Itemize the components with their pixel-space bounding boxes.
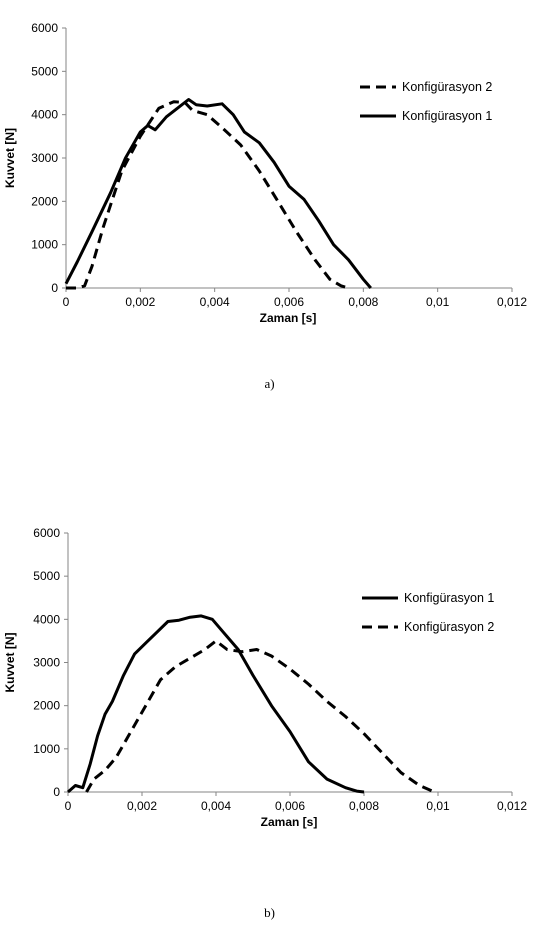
y-tick-label: 3000 [31, 151, 58, 165]
chart-a [0, 0, 539, 380]
x-tick-label: 0,008 [348, 295, 379, 309]
x-tick-label: 0,012 [496, 799, 528, 813]
x-tick-label: 0,012 [496, 295, 528, 309]
y-tick-label: 4000 [33, 612, 60, 627]
x-tick-label: 0 [64, 799, 72, 813]
x-tick-label: 0,006 [274, 799, 306, 813]
y-tick-label: 3000 [33, 655, 60, 670]
x-tick-label: 0,01 [425, 295, 450, 309]
x-tick-label: 0 [62, 295, 70, 309]
x-tick-label: 0,004 [199, 295, 230, 309]
y-tick-label: 4000 [31, 107, 58, 122]
y-tick-label: 0 [53, 785, 60, 799]
series-line-solid [68, 616, 364, 792]
x-tick-label: 0,002 [126, 799, 158, 813]
y-tick-label: 6000 [31, 21, 58, 35]
y-tick-label: 2000 [31, 194, 58, 209]
y-tick-label: 0 [51, 281, 58, 295]
x-tick-label: 0,004 [200, 799, 232, 813]
x-tick-label: 0,01 [426, 799, 450, 813]
y-tick-label: 2000 [33, 698, 60, 713]
series-line-dashed [87, 641, 435, 792]
y-tick-label: 5000 [31, 64, 58, 79]
series-line-solid [66, 100, 371, 289]
x-tick-label: 0,002 [125, 295, 156, 309]
y-tick-label: 1000 [31, 237, 58, 252]
y-tick-label: 5000 [33, 569, 60, 584]
x-tick-label: 0,008 [348, 799, 380, 813]
chart-b [0, 505, 539, 885]
chart-caption-a: a) [264, 376, 275, 391]
y-axis-title: Kuvvet [N] [3, 127, 17, 189]
y-tick-label: 1000 [33, 741, 60, 756]
x-axis-title: Zaman [s] [260, 815, 318, 829]
chart-caption-b: b) [264, 905, 275, 920]
x-axis-title: Zaman [s] [259, 311, 317, 325]
y-axis-title: Kuvvet [N] [3, 632, 17, 693]
legend-label: Konfigürasyon 2 [402, 80, 493, 94]
legend-label: Konfigürasyon 2 [404, 620, 495, 634]
legend-label: Konfigürasyon 1 [404, 591, 495, 605]
x-tick-label: 0,006 [273, 295, 305, 309]
y-tick-label: 6000 [33, 526, 60, 540]
legend-label: Konfigürasyon 1 [402, 109, 493, 123]
